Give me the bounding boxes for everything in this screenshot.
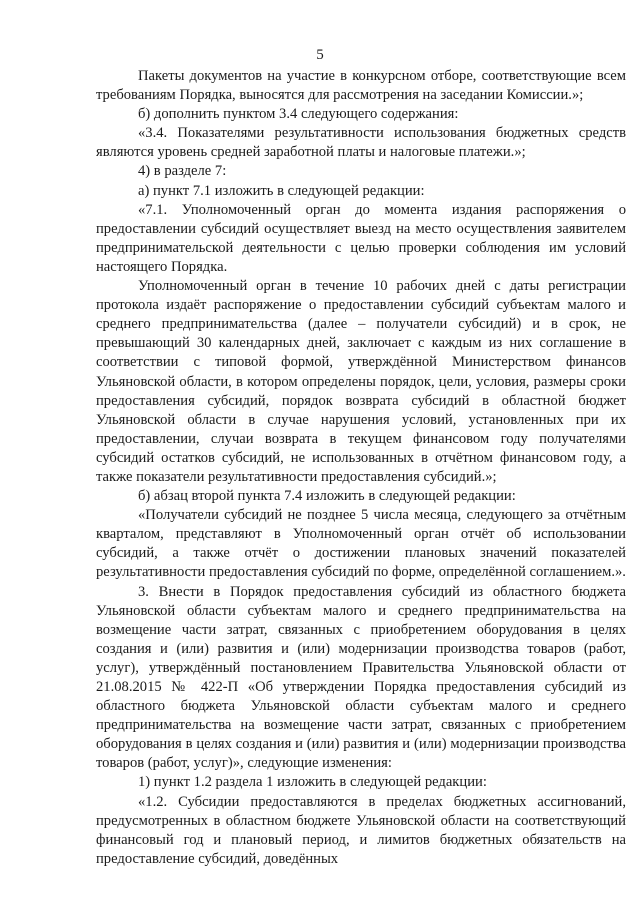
paragraph-clause-3-4: «3.4. Показателями результативности использования бюджетных средств являются уровень средней заработной платы и налоговые платежи.»; xyxy=(96,125,626,161)
paragraph-commission-packages: Пакеты документов на участие в конкурсном отборе, соответствующие всем требованиям Порядка, выносятся для рассмотрения на заседании Комиссии.»; xyxy=(96,68,626,104)
page-number: 5 xyxy=(316,47,324,63)
paragraph-recipients-report: «Получатели субсидий не позднее 5 числа месяца, следующего за отчётным кварталом, представляют в Уполномоченный орган отчёт об использовании субсидий, а также отчёт о достижении плановых значений показателей результативности предоставления субсидий по форме, определённой соглашением.». xyxy=(96,507,626,581)
paragraph-item-3-amendments: 3. Внести в Порядок предоставления субсидий из областного бюджета Ульяновской области субъектам малого и среднего предпринимательства на возмещение части затрат, связанных с приобретением оборудования в целях создания и (или) развития и (или) модернизации производства товаров (работ, услуг), утверждённый постановлением Правительства Ульяновской области от 21.08.2015 № 422-П «Об утверждении Порядка предоставления субсидий из областного бюджета Ульяновской области субъектам малого и среднего предпринимательства на возмещение части затрат, связанных с приобретением оборудования в целях создания и (или) развития и (или) модернизации производства товаров (работ, услуг)», следующие изменения: xyxy=(96,583,626,772)
paragraph-clause-1-2-intro: 1) пункт 1.2 раздела 1 изложить в следующей редакции: xyxy=(138,774,487,791)
paragraph-section-7: 4) в разделе 7: xyxy=(138,163,227,180)
paragraph-clause-1-2: «1.2. Субсидии предоставляются в пределах бюджетных ассигнований, предусмотренных в областном бюджете Ульяновской области на соответствующий финансовый год и плановый период, и лимитов бюджетных обязательств на предоставление субсидий, доведённых xyxy=(96,793,626,867)
paragraph-clause-7-1-intro: а) пункт 7.1 изложить в следующей редакции: xyxy=(138,182,425,199)
document-body xyxy=(96,67,626,869)
paragraph-clause-7-1: «7.1. Уполномоченный орган до момента издания распоряжения о предоставлении субсидий осуществляет выезд на место осуществления заявителем предпринимательской деятельности с целью проверки соблюдения им условий настоящего Порядка. xyxy=(96,201,626,275)
paragraph-add-clause-3-4: б) дополнить пунктом 3.4 следующего содержания: xyxy=(138,106,459,123)
paragraph-authorized-body: Уполномоченный орган в течение 10 рабочих дней с даты регистрации протокола издаёт распоряжение о предоставлении субсидий субъектам малого и среднего предпринимательства (далее – получатели субсидий) и в срок, не превышающий 30 календарных дней, заключает с каждым из них соглашение в соответствии с типовой формой, утверждённой Министерством финансов Ульяновской области, в котором определены порядок, цели, условия, размеры сроки предоставления субсидий, порядок возврата субсидий в областной бюджет Ульяновской области в случае нарушения условий, установленных при их предоставлении, случаи возврата в текущем финансовом году получателями субсидий остатков субсидий, не использованных в отчётном финансовом году, а также показатели результативности предоставления субсидий.»; xyxy=(96,278,626,485)
paragraph-clause-7-4-intro: б) абзац второй пункта 7.4 изложить в следующей редакции: xyxy=(138,488,516,505)
